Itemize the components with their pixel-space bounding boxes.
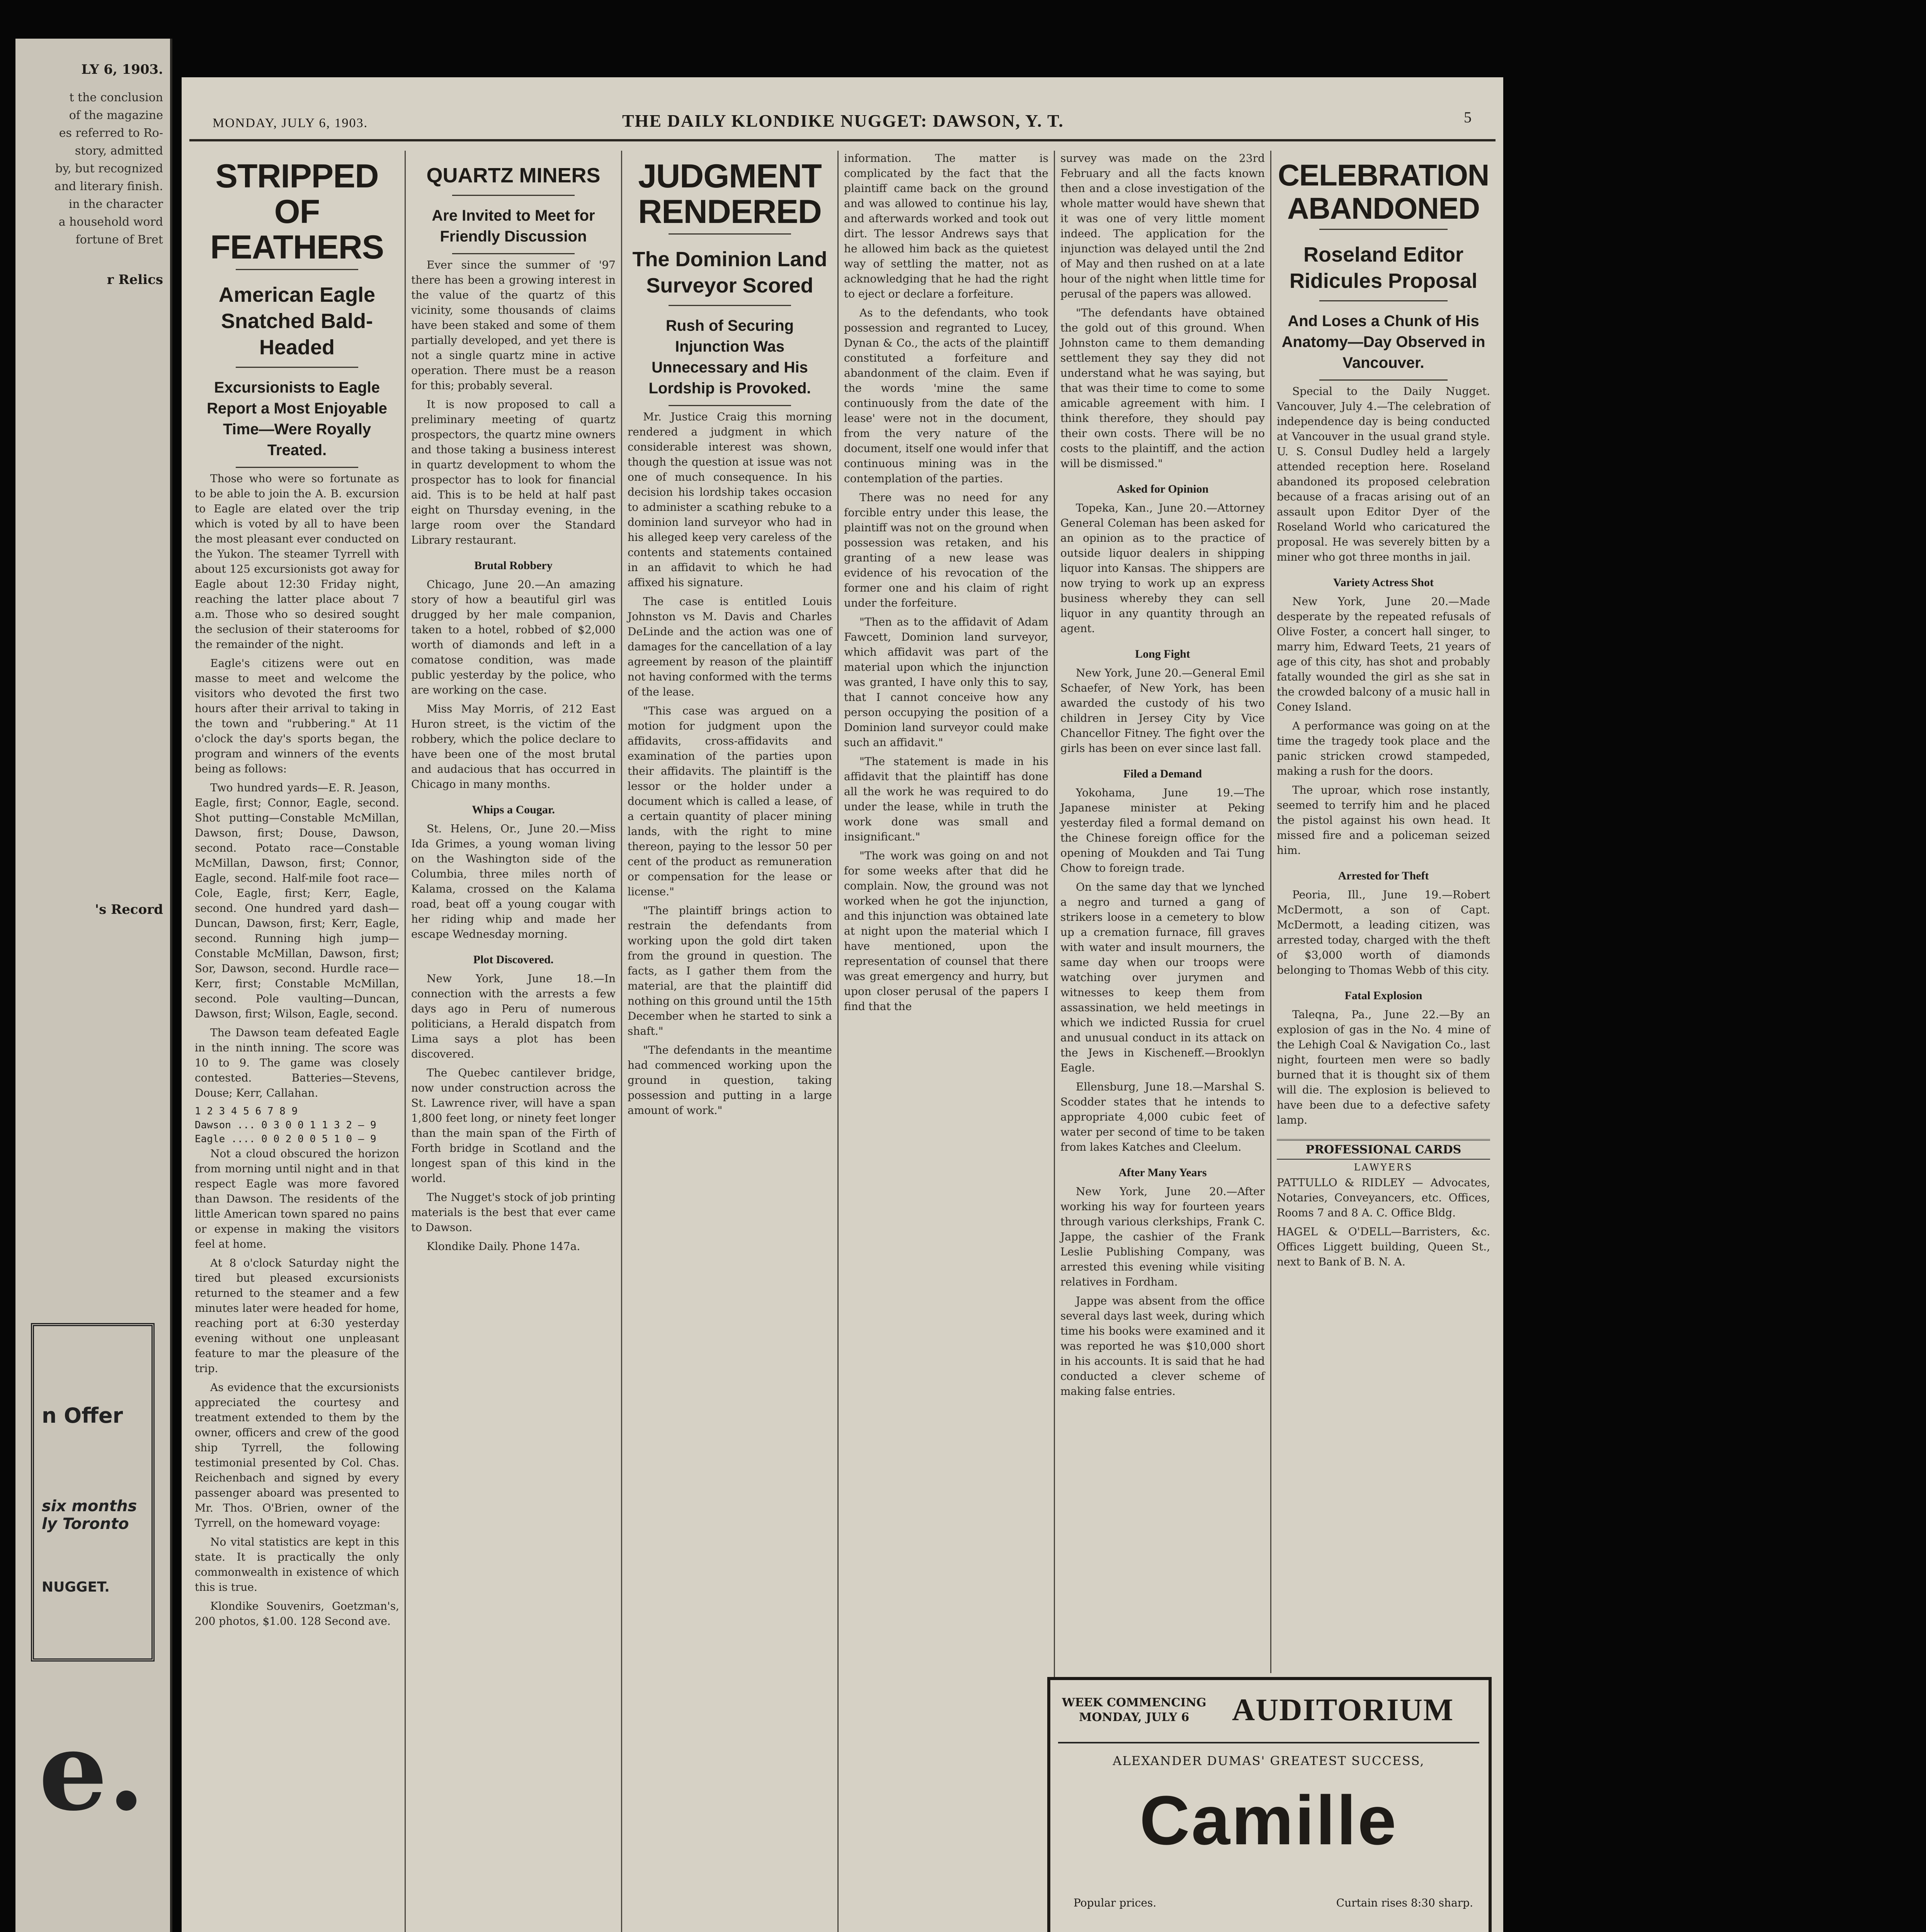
article-paragraph: Ever since the summer of '97 there has been a growing interest in the value of the quartz of this vicinity, some thousands of claims have been staked and some of them partially developed, and yet there is not a single quartz mine in active operation. There must be a reason for this; probably several. [411,259,616,392]
article-paragraph: On the same day that we lynched a negro and turned a gang of strikers loose in a cemetery to blow up a cremation furnace, fill graves with water and insult mourners, the same day when our troops were watching over jurymen and witnesses to keep them from assassination, we held meetings in which we indicted Russia for cruel and unusual conduct in its attack on the Jews in Kischeneff.—Brooklyn Eagle. [1060,881,1265,1074]
prev-page-fragment: in the character [68,197,163,211]
prev-page-fragment: story, admitted [75,144,163,158]
subhead-after-many-years: After Many Years [1118,1166,1207,1179]
masthead [189,104,1496,141]
prev-page-filler [15,299,170,879]
article-paragraph: "The statement is made in his affidavit that the plaintiff has done all the work he was required to do under the lease, while in truth the work done was small and insignificant." [844,755,1048,843]
prev-page-ad-line: ly Toronto [42,1515,129,1533]
subhead-long-fight: Long Fight [1135,648,1190,660]
article-paragraph: Chicago, June 20.—An amazing story of how a beautiful girl was drugged by her male companion, taken to a hotel, robbed of $2,000 worth of diamonds and left in a comatose condition, was made public yesterday by the police, who are working on the case. [411,578,616,696]
newspaper-page [182,77,1503,1932]
headline-celebration-abandoned: CELEBRATION ABANDONED [1278,158,1489,225]
article-paragraph: The uproar, which rose instantly, seemed to terrify him and he placed the pistol against his own head. It missed fire and a policeman seized him. [1277,784,1490,857]
article-paragraph: New York, June 20.—General Emil Schaefer, of New York, has been awarded the custody of his two children in Jersey City by Vice Chancellor Fitney. The fight over the girls has been on ever since last fall. [1060,667,1265,755]
divider [452,195,575,196]
ad-tagline: ALEXANDER DUMAS' GREATEST SUCCESS, [1113,1753,1425,1768]
column-6 [1271,151,1496,1673]
article-paragraph: A performance was going on at the time the tragedy took place and the panic stricken crowd stampeded, making a rush for the doors. [1277,719,1490,777]
advertisement-line: Klondike Daily. Phone 147a. [427,1240,580,1253]
article-paragraph: Mr. Justice Craig this morning rendered a judgment in which considerable interest was shown, though the question at issue was not one of much consequence. In his decision his lordship takes occasion to administer a scathing rebuke to a dominion land surveyor who had in his alleged keep very careless of the contents and statements contained in an affidavit to which he had affixed his signature. [628,410,832,589]
prev-page-fragment: es referred to Ro- [59,126,163,140]
prev-page-filler [15,929,170,1277]
baseball-scorecard: 1 2 3 4 5 6 7 8 9 Dawson ... 0 3 0 0 1 1 3 2 — 9 Eagle .... 0 0 2 0 0 5 1 0 — 9 [195,1105,376,1145]
article-paragraph: "The defendants in the meantime had commenced working upon the ground in question, taking possession and putting in a large amount of work." [628,1044,832,1117]
divider [1319,379,1447,381]
deck-dominion-land-surveyor: The Dominion Land Surveyor Scored [632,248,827,297]
prev-page-ad-line: six months [42,1497,137,1515]
prev-page-fragment: a household word [58,215,163,229]
article-paragraph: The Nugget's stock of job printing materials is the best that ever came to Dawson. [411,1191,616,1234]
article-paragraph: As evidence that the excursionists appreciated the courtesy and treatment extended to them by the owner, officers and crew of the good ship Tyrrell, the following testimonial presented by Col. Chas. Reichenbach and signed by every passenger aboard was presented to Mr. Thos. O'Brien, owner of the Tyrrell, on the homeward voyage: [195,1381,399,1529]
ad-prices: Popular prices. [1074,1896,1157,1909]
article-paragraph: At 8 o'clock Saturday night the tired but pleased excursionists returned to the steamer and a few minutes later were headed for home, reaching port at 6:30 yesterday evening without one unpleasant feature to mar the pleasure of the trip. [195,1257,399,1375]
subhead-plot-discovered: Plot Discovered. [473,953,554,966]
article-paragraph: Ellensburg, June 18.—Marshal S. Scodder states that he intends to appropriate 4,000 cubic feet of water per second of time to be taken from lakes Katches and Cleelum. [1060,1080,1265,1153]
divider [669,233,791,235]
deck-excursionists: Excursionists to Eagle Report a Most Enjoyable Time—Were Royally Treated. [207,379,387,459]
masthead-date: MONDAY, JULY 6, 1903. [213,116,368,130]
article-paragraph: "The defendants have obtained the gold out of this ground. When Johnston came to them demanding settlement they say they did not understand what he was saying, but that was their time to come to some amicable agreement with him. I think therefore, they should pay their own costs. There will be no costs to the plaintiff, and the action will be dismissed." [1060,306,1265,470]
article-paragraph: Topeka, Kan., June 20.—Attorney General Coleman has been asked for an opinion as to the practice of outside liquor dealers in shipping liquor into Kansas. The shippers are now trying to work up an express business whereby they can sell liquor in any quantity through an agent. [1060,502,1265,635]
article-paragraph: New York, June 20.—After working his way for fourteen years through various clerkships, Frank C. Jappe, the cashier of the Frank Leslie Publishing Company, was arrested this evening while visiting relatives in Fordham. [1060,1185,1265,1288]
divider [669,305,791,306]
subhead-variety-actress-shot: Variety Actress Shot [1333,576,1434,589]
article-paragraph: New York, June 20.—Made desperate by the repeated refusals of Olive Foster, a concert hall singer, to marry him, Edward Teets, 21 years of age of this city, has shot and probably fatally wounded the girl as she sat in the crowded balcony of a music hall in Coney Island. [1277,595,1490,713]
column-4 [839,151,1055,1932]
article-paragraph: Not a cloud obscured the horizon from morning until night and in that respect Eagle was more favored than Dawson. The residents of the little American town spared no pains or expense in making the visitors feel at home. [195,1147,399,1250]
professional-cards-title: PROFESSIONAL CARDS [1277,1139,1490,1160]
prev-page-fragment: t the conclusion [69,91,163,104]
divider [1319,229,1447,230]
column-5 [1055,151,1271,1673]
subhead-asked-for-opinion: Asked for Opinion [1116,483,1209,495]
column-1 [189,151,406,1932]
subhead-arrested-for-theft: Arrested for Theft [1338,869,1429,882]
article-paragraph: survey was made on the 23rd February and all the facts known then and a close investigation of the whole matter would have shewn that it was one of very little moment indeed. The application for the injunction was delayed until the 2nd of May and then rushed on at a late hour of the night when little time for perusal of the papers was allowed. [1060,152,1265,300]
column-3 [622,151,839,1932]
article-paragraph: It is now proposed to call a preliminary meeting of quartz prospectors, the quartz mine owners and those taking a business interest in quartz development to whom the prospector has to look for financial aid. This is to be held at half past eight on Thursday evening, in the large room over the Standard Library restaurant. [411,398,616,546]
article-paragraph: "The work was going on and not for some weeks after that did he complain. Now, the ground was not worked when he got the injunction, and this injunction was obtained late at night upon the material which I have mentioned, upon the representation of counsel that there was great emergency and hurry, but upon closer perusal of the papers I find that the [844,849,1048,1013]
ad-week-commencing: WEEK COMMENCING MONDAY, JULY 6 [1062,1696,1206,1724]
article-paragraph: Yokohama, June 19.—The Japanese minister at Peking yesterday filed a formal demand on the Chinese foreign office for the opening of Moukden and Tai Tung Chow to foreign trade. [1060,786,1265,874]
previous-page-edge [15,39,172,1932]
deck-invited-to-meet: Are Invited to Meet for Friendly Discussion [432,207,595,245]
article-paragraph: The Quebec cantilever bridge, now under construction across the St. Lawrence river, will have a span 1,800 feet long, or ninety feet longer than the main span of the Firth of Forth bridge in Scotland and the longest span of this kind in the world. [411,1066,616,1185]
deck-chunk-of-anatomy: And Loses a Chunk of His Anatomy—Day Observed in Vancouver. [1281,313,1485,371]
article-paragraph: Miss May Morris, of 212 East Huron street, is the victim of the robbery, which the police declare to have been one of the most brutal and audacious that has occurred in Chicago in many months. [411,702,616,791]
article-paragraph: The Dawson team defeated Eagle in the ninth inning. The score was 10 to 9. The game was closely contested. Batteries—Stevens, Douse; Kerr, Callahan. [195,1026,399,1099]
prev-page-big-letter: e. [39,1708,145,1835]
article-paragraph: There was no need for any forcible entry under this lease, the plaintiff was not on the ground when possession was retaken, and his granting of a new lease was evidence of his revocation of the former one and his claim of right under the forfeiture. [844,491,1048,609]
article-paragraph: Special to the Daily Nugget. Vancouver, July 4.—The celebration of independence day is being conducted at Vancouver in the usual grand style. U. S. Consul Dudley held a largely attended reception here. Roseland abandoned its proposed celebration because of a fracas arising out of an assault upon Editor Dyer of the Roseland World who caricatured the proposal. He was severely bitten by a miner who got three months in jail. [1277,385,1490,563]
ad-venue-name: AUDITORIUM [1232,1692,1454,1727]
divider [236,467,358,468]
article-paragraph: No vital statistics are kept in this state. It is practically the only commonwealth in existence of which this is true. [195,1536,399,1594]
divider [236,269,358,270]
article-paragraph: "The plaintiff brings action to restrain the defendants from working upon the gold dirt taken from the ground in question. The facts, as I gather them from the material, are that the plaintiff did nothing on this ground until the 15th December when he started to sink a shaft." [628,904,832,1037]
prev-page-fragment: of the magazine [69,109,163,122]
deck-rush-of-injunction: Rush of Securing Injunction Was Unnecessary and His Lordship is Provoked. [648,317,811,397]
article-paragraph: Taleqna, Pa., June 22.—By an explosion of gas in the No. 4 mine of the Lehigh Coal & Navigation Co., last night, fourteen men were so badly burned that it is thought six of them will die. The explosion is believed to have been due to a defective safety lamp. [1277,1008,1490,1126]
prev-page-fragment: fortune of Bret [75,233,163,247]
subhead-filed-a-demand: Filed a Demand [1123,767,1202,780]
ad-curtain-time: Curtain rises 8:30 sharp. [1336,1896,1473,1909]
page-number: 5 [1464,109,1472,126]
prev-page-offer: n Offer [42,1403,123,1428]
ad-play-title: Camille [1139,1782,1398,1859]
prev-page-date: LY 6, 1903. [81,62,163,77]
article-paragraph: As to the defendants, who took possession and regranted to Lucey, Dynan & Co., the acts of the plaintiff constituted a forfeiture and abandonment of the claim. Even if the words 'mine the same continuously from the date of the lease' were not in the document, from the very nature of the document, itself one would infer that continuous mining was in the contemplation of the parties. [844,306,1048,485]
article-paragraph: Two hundred yards—E. R. Jeason, Eagle, first; Connor, Eagle, second. Shot putting—Constable McMillan, Dawson, first; Douse, Dawson, second. Potato race—Constable McMillan, Dawson, first; Connor, Eagle, second. Half-mile foot race—Cole, Eagle, first; Kerr, Eagle, second. One hundred yard dash—Duncan, Dawson, first; Kerr, Eagle, second. Running high jump—Constable McMillan, Dawson, first; Sor, Dawson, second. Hurdle race—Kerr, first; Constable McMillan, second. Pole vaulting—Duncan, Dawson, first; Wilson, Eagle, second. [195,781,399,1020]
prev-page-fragment: and literary finish. [54,180,163,193]
advertisement-line: Klondike Souvenirs, Goetzman's, 200 photos, $1.00. 128 Second ave. [195,1600,399,1628]
subhead-brutal-robbery: Brutal Robbery [474,559,553,572]
divider [1058,1742,1479,1743]
article-paragraph: The case is entitled Louis Johnston vs M. Davis and Charles DeLinde and the action was one of damages for the cancellation of a lay agreement by reason of the plaintiff not having conformed with the terms of the lease. [628,595,832,698]
prev-page-heading: r Relics [107,272,163,287]
deck-american-eagle: American Eagle Snatched Bald-Headed [218,283,376,359]
headline-judgment-rendered: JUDGMENT RENDERED [638,158,822,230]
subhead-whips-a-cougar: Whips a Cougar. [472,803,555,816]
divider [236,367,358,368]
article-paragraph: information. The matter is complicated by the fact that the plaintiff came back on the ground and was allowed to continue his lay, and afterwards worked and took out dirt. The lessor Andrews says that he allowed him back as the quietest way of settling the matter, not as acknowledging that he had the right to eject or declare a forfeiture. [844,152,1048,300]
article-paragraph: "Then as to the affidavit of Adam Fawcett, Dominion land surveyor, which affidavit was part of the material upon which the injunction was granted, I have only this to say, that I cannot conceive how any person occupying the position of a Dominion land surveyor could make such an affidavit." [844,616,1048,749]
article-paragraph: Eagle's citizens were out en masse to meet and welcome the visitors who devoted the first two hours after their arrival to taking in the town and "rubbering." At 11 o'clock the day's sports began, the program and winners of the events being as follows: [195,657,399,775]
article-paragraph: "This case was argued on a motion for judgment upon the affidavits, cross-affidavits and examination of the parties upon their affidavits. The plaintiff is the lessor or the holder under a document which is called a lease, of a certain quantity of placer mining lands, with the right to mine thereon, paying to the lessor 50 per cent of the product as remuneration or compensation for the lease or license." [628,704,832,898]
divider [1319,300,1447,301]
masthead-title: THE DAILY KLONDIKE NUGGET: DAWSON, Y. T. [622,111,1064,131]
auditorium-advertisement [1047,1677,1492,1932]
professional-card: PATTULLO & RIDLEY — Advocates, Notaries, Conveyancers, etc. Offices, Rooms 7 and 8 A. C. Office Bldg. [1277,1176,1490,1219]
professional-card: HAGEL & O'DELL—Barristers, &c. Offices Liggett building, Queen St., next to Bank of B. N. A. [1277,1225,1490,1268]
article-paragraph: Those who were so fortunate as to be able to join the A. B. excursion to Eagle are elated over the trip which is voted by all to have been the most pleasant ever conducted on the Yukon. The steamer Tyrrell with about 125 excursionists got away for Eagle about 12:30 Friday night, reaching the latter place about 7 a.m. Those who so desired sought the seclusion of their staterooms for the remainder of the night. [195,472,399,651]
headline-stripped-of-feathers: STRIPPED OF FEATHERS [210,158,384,266]
prev-page-offer-ad [31,1323,155,1662]
divider [452,253,575,254]
article-paragraph: Peoria, Ill., June 19.—Robert McDermott, a son of Capt. McDermott, a leading citizen, was arrested today, charged with the theft of $3,000 worth of diamonds belonging to Thomas Webb of this city. [1277,888,1490,976]
article-paragraph: New York, June 18.—In connection with the arrests a few days ago in Peru of numerous politicians, a Herald dispatch from Lima says a plot has been discovered. [411,972,616,1060]
prev-page-nugget: NUGGET. [42,1579,110,1595]
article-paragraph: St. Helens, Or., June 20.—Miss Ida Grimes, a young woman living on the Washington side of the Columbia, three miles north of Kalama, crossed on the Kalama road, beat off a young cougar with her riding whip and made her escape Wednesday morning. [411,822,616,940]
article-paragraph: Jappe was absent from the office several days last week, during which time his books were examined and it was reported he was $10,000 short in his accounts. It is said that he had conducted a clever scheme of making false entries. [1060,1294,1265,1398]
deck-roseland-editor: Roseland Editor Ridicules Proposal [1289,243,1478,293]
prev-page-heading: 's Record [95,902,163,917]
professional-cards-lawyers: LAWYERS [1354,1162,1413,1173]
divider [669,405,791,406]
headline-quartz-miners: QUARTZ MINERS [426,164,601,187]
prev-page-fragment: by, but recognized [55,162,163,175]
subhead-fatal-explosion: Fatal Explosion [1344,989,1422,1002]
column-2 [406,151,622,1932]
